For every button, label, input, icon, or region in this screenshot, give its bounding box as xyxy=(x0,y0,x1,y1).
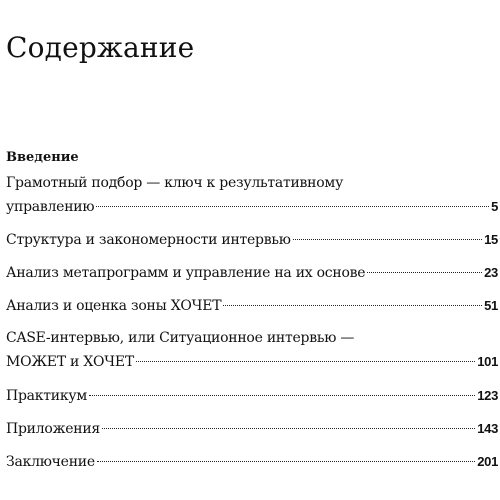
toc-entry-label: Приложения xyxy=(6,421,100,437)
page-title: Содержание xyxy=(6,31,195,64)
dot-leader xyxy=(97,461,475,462)
toc-entry-intro-selection[interactable] xyxy=(6,172,498,219)
dot-leader xyxy=(223,305,482,306)
toc-entry-label: Практикум xyxy=(6,388,87,404)
dot-leader xyxy=(96,206,489,207)
dot-leader xyxy=(102,428,475,429)
page-number: 23 xyxy=(484,265,498,280)
dot-leader xyxy=(293,239,482,240)
toc-entry-conclusion[interactable] xyxy=(6,450,498,474)
toc-entry-label: Анализ и оценка зоны ХОЧЕТ xyxy=(6,298,222,314)
toc-entry-case-interview[interactable] xyxy=(6,327,498,374)
page-number: 123 xyxy=(477,388,498,403)
toc-entry-appendices[interactable] xyxy=(6,417,498,441)
toc-entry-label: Анализ метапрограмм и управление на их основе xyxy=(6,265,366,281)
toc-entry-practicum[interactable] xyxy=(6,384,498,408)
dot-leader xyxy=(89,395,475,396)
page-number: 5 xyxy=(491,199,498,214)
dot-leader xyxy=(136,361,475,362)
toc-entry-label: управлению xyxy=(6,199,95,215)
toc-entry-label: Заключение xyxy=(6,454,95,470)
toc-entry-label-line: CASE-интервью, или Ситуационное интервью — xyxy=(6,330,355,346)
page-number: 143 xyxy=(477,421,498,436)
page-number: 101 xyxy=(477,354,498,369)
toc-entry-want-zone[interactable] xyxy=(6,294,498,318)
toc-entry-interview-structure[interactable] xyxy=(6,228,498,252)
page-number: 201 xyxy=(477,454,498,469)
page-number: 15 xyxy=(484,232,498,247)
toc-entry-label: МОЖЕТ и ХОЧЕТ xyxy=(6,354,134,370)
toc-entry-metaprograms[interactable] xyxy=(6,261,498,285)
toc-entry-label: Структура и закономерности интервью xyxy=(6,232,291,248)
section-heading: Введение xyxy=(6,150,79,165)
page-number: 51 xyxy=(484,298,498,313)
toc-entry-label-line: Грамотный подбор — ключ к результативному xyxy=(6,175,344,191)
dot-leader xyxy=(367,272,482,273)
